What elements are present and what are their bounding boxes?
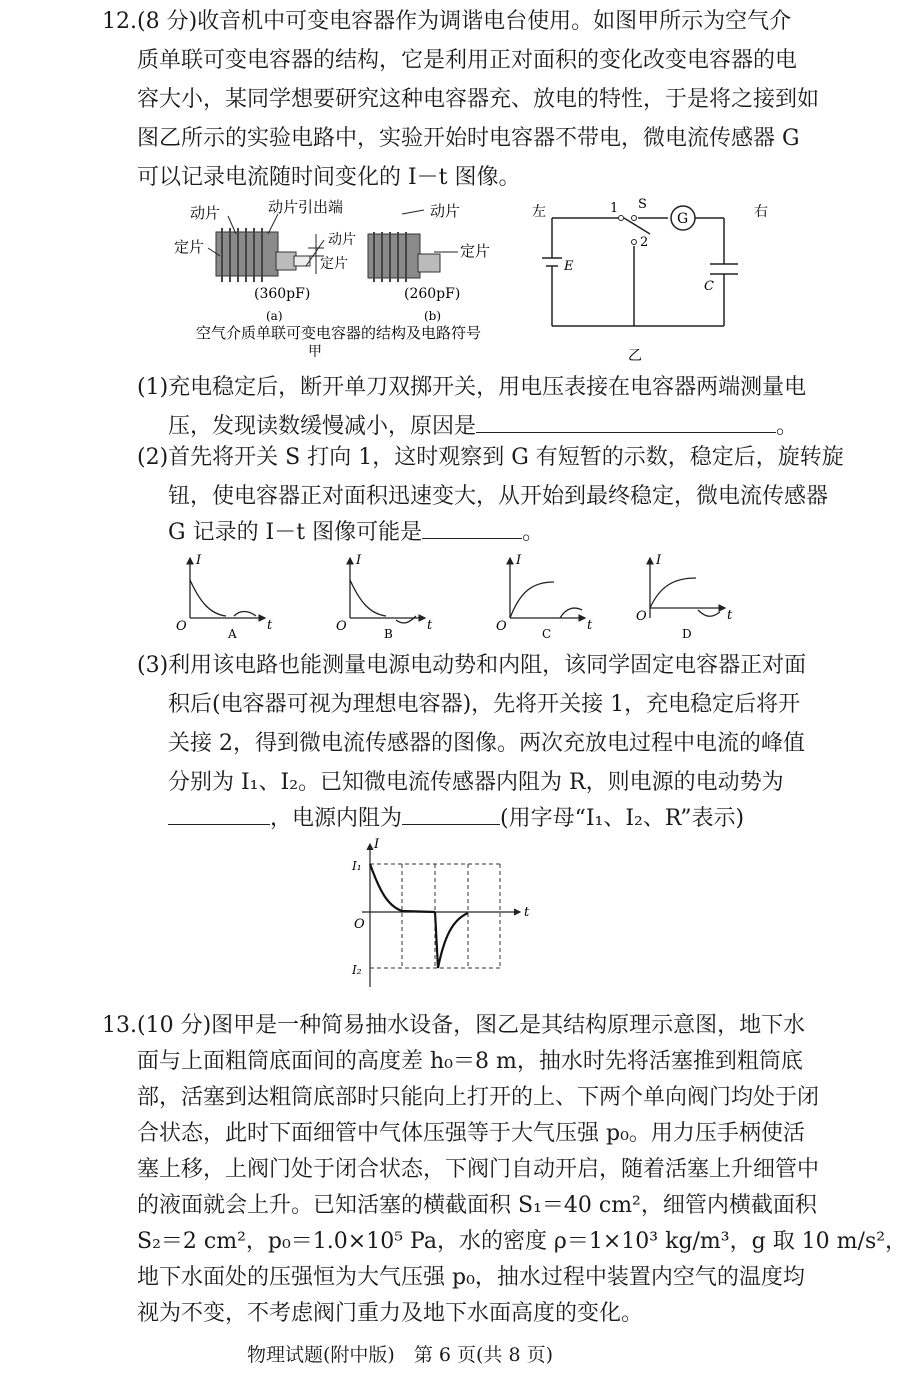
figure-yi-circuit	[528, 196, 788, 366]
q12-line-1	[102, 4, 791, 40]
option-a-origin: O	[176, 619, 187, 634]
q13-number: 13.	[102, 1013, 137, 1038]
label-yinchuduan: 动片引出端	[268, 198, 344, 216]
sub3-label: (3)	[137, 653, 169, 678]
option-graphs	[170, 552, 770, 644]
battery-label: E	[564, 259, 574, 274]
graph3-origin: O	[354, 917, 365, 932]
label-dongpian-b: 动片	[430, 202, 461, 220]
q13-line-5: 塞上移，上阀门处于闭合状态，下阀门自动开启，随着活塞上升细管中	[137, 1157, 820, 1182]
option-d-graph[interactable]	[650, 558, 725, 618]
option-d-letter: D	[682, 627, 692, 641]
graph3-axis-t: t	[524, 905, 530, 920]
sub3-text-5-end: (用字母“I₁、I₂、R”表示)	[500, 806, 745, 831]
sub3-line-5	[168, 801, 744, 837]
sub-label-a: (a)	[266, 309, 283, 323]
q13-line-4: 合状态，此时下面细管中气体压强等于大气压强 p₀。用力压手柄使活	[137, 1121, 805, 1146]
figure-jia-name: 甲	[308, 344, 322, 360]
capacitor-label: C	[704, 279, 714, 294]
q13-line-7: S₂＝2 cm²，p₀＝1.0×10⁵ Pa，水的密度 ρ＝1×10³ kg/m³，g 取 10 m/s²，	[137, 1229, 907, 1254]
sub1-end: 。	[776, 414, 799, 439]
q13-points: (10 分)	[137, 1013, 212, 1038]
figure-jia	[168, 196, 518, 358]
graph3-axis-i: I	[374, 837, 380, 852]
q13-line-2: 面与上面粗筒底面间的高度差 h₀＝8 m，抽水时先将活塞推到粗筒底	[137, 1049, 803, 1074]
switch-label: S	[638, 197, 647, 212]
capacitor-b-illustration	[368, 210, 458, 282]
q12-line-2: 质单联可变电容器的结构，它是利用正对面积的变化改变电容器的电	[137, 48, 798, 73]
q13-line-8: 地下水面处的压强恒为大气压强 p₀，抽水过程中装置内空气的温度均	[137, 1265, 805, 1290]
q12-text-1: 收音机中可变电容器作为调谐电台使用。如图甲所示为空气介	[197, 9, 792, 34]
q13-line-1	[102, 1008, 805, 1044]
sub1-text-1: 充电稳定后，断开单刀双掷开关，用电压表接在电容器两端测量电	[168, 375, 807, 400]
option-c-axis-t: t	[587, 618, 593, 633]
q12-line-3: 容大小，某同学想要研究这种电容器充、放电的特性，于是将之接到如	[137, 87, 820, 112]
sub3-line-1	[137, 648, 806, 684]
option-b-axis-i: I	[356, 553, 362, 568]
sub1-answer-blank[interactable]	[476, 410, 776, 433]
q13-text-1: 图甲是一种简易抽水设备，图乙是其结构原理示意图，地下水	[211, 1013, 806, 1038]
q12-number: 12.	[102, 9, 137, 34]
sub2-text-1: 首先将开关 S 打向 1，这时观察到 G 有短暂的示数，稳定后，旋转旋	[168, 445, 844, 470]
label-dingpian-a: 定片	[174, 238, 205, 256]
sub3-line-3: 关接 2，得到微电流传感器的图像。两次充放电过程中电流的峰值	[168, 731, 805, 756]
sub2-end: 。	[522, 520, 545, 545]
q12-points: (8 分)	[137, 9, 198, 34]
sub3-emf-blank[interactable]	[168, 802, 270, 825]
graph3-i2: I₂	[352, 963, 362, 977]
sub2-line-1	[137, 440, 844, 476]
q13-line-6: 的液面就会上升。已知活塞的横截面积 S₁＝40 cm²，细管内横截面积	[137, 1193, 817, 1218]
graph-3	[340, 837, 540, 992]
sub1-text-2: 压，发现读数缓慢减小，原因是	[168, 414, 477, 439]
cap-value-b: (260pF)	[404, 286, 461, 302]
sub2-label: (2)	[137, 445, 169, 470]
node-1: 1	[610, 201, 619, 216]
sub3-line-2: 积后(电容器可视为理想电容器)，先将开关接 1，充电稳定后将开	[168, 692, 801, 717]
option-a-axis-t: t	[267, 618, 273, 633]
option-a-letter: A	[228, 627, 237, 641]
figure-yi-name: 乙	[628, 348, 642, 364]
q12-line-5: 可以记录电流随时间变化的 I－t 图像。	[137, 165, 521, 190]
graph3-i1: I₁	[352, 859, 362, 873]
sym-dongpian: 动片	[328, 232, 356, 248]
option-b-graph[interactable]	[350, 558, 425, 623]
sub3-line-4: 分别为 I₁、I₂。已知微电流传感器内阻为 R，则电源的电动势为	[168, 770, 784, 795]
cap-value-a: (360pF)	[254, 286, 311, 302]
sub-label-b: (b)	[424, 309, 442, 323]
option-b-axis-t: t	[427, 618, 433, 633]
label-right: 右	[754, 204, 768, 220]
capacitor-a-illustration	[208, 214, 310, 282]
option-c-letter: C	[542, 627, 552, 641]
option-d-axis-t: t	[727, 608, 733, 623]
sub3-text-5-mid: ，电源内阻为	[270, 806, 403, 831]
meter-label: G	[677, 211, 689, 227]
q12-line-4: 图乙所示的实验电路中，实验开始时电容器不带电，微电流传感器 G	[137, 126, 800, 151]
label-dingpian-b: 定片	[460, 242, 491, 260]
option-c-axis-i: I	[516, 553, 522, 568]
sub3-text-1: 利用该电路也能测量电源电动势和内阻，该同学固定电容器正对面	[168, 653, 807, 678]
discharge-curve	[435, 912, 468, 968]
sub2-line-3	[168, 515, 544, 551]
option-d-axis-i: I	[656, 553, 662, 568]
q13-line-9: 视为不变，不考虑阀门重力及地下水面高度的变化。	[137, 1301, 644, 1326]
option-a-axis-i: I	[196, 553, 202, 568]
sub2-text-3: G 记录的 I－t 图像可能是	[168, 520, 423, 545]
option-b-origin: O	[336, 619, 347, 634]
label-dongpian-a: 动片	[190, 204, 221, 222]
figure-jia-caption: 空气介质单联可变电容器的结构及电路符号	[196, 324, 482, 342]
option-d-origin: O	[636, 609, 647, 624]
option-b-letter: B	[384, 627, 393, 641]
sub1-label: (1)	[137, 375, 169, 400]
option-c-origin: O	[496, 619, 507, 634]
label-left: 左	[532, 204, 546, 220]
sub3-resistance-blank[interactable]	[402, 802, 500, 825]
sym-dingpian: 定片	[320, 256, 348, 272]
sub2-answer-blank[interactable]	[422, 516, 522, 539]
sub1-line-1	[137, 370, 806, 406]
q13-line-3: 部，活塞到达粗筒底部时只能向上打开的上、下两个单向阀门均处于闭	[137, 1085, 820, 1110]
option-a-graph[interactable]	[190, 558, 265, 618]
option-c-graph[interactable]	[510, 558, 585, 618]
node-2: 2	[640, 235, 649, 250]
page-footer: 物理试题(附中版) 第 6 页(共 8 页)	[247, 1344, 553, 1366]
sub2-line-2: 钮，使电容器正对面积迅速变大，从开始到最终稳定，微电流传感器	[168, 484, 829, 509]
